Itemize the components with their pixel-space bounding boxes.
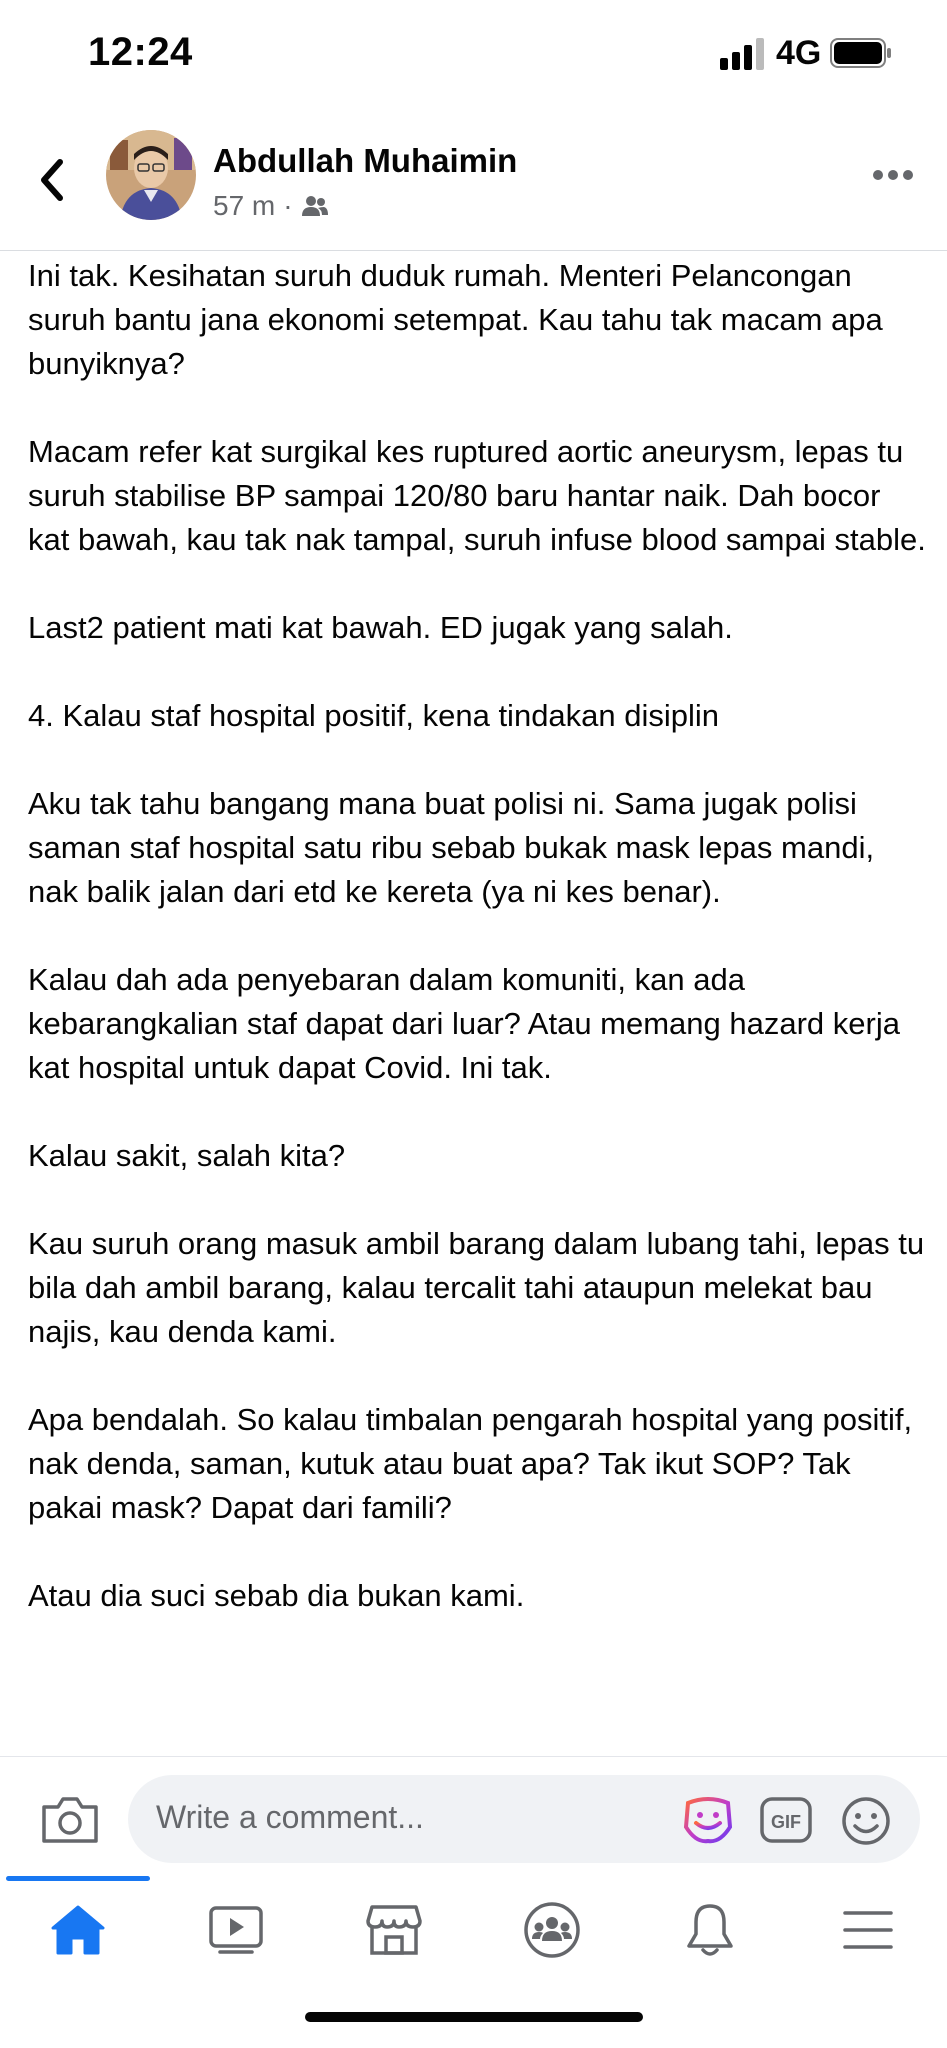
post-time[interactable]: 57 m — [213, 190, 276, 221]
status-bar — [0, 0, 947, 110]
comment-placeholder: Write a comment... — [156, 1799, 424, 1835]
watch-icon — [208, 1904, 264, 1956]
tab-notifications[interactable] — [670, 1898, 750, 1962]
post-paragraph: Ini tak. Kesihatan suruh duduk rumah. Menteri Pelancongan suruh bantu jana ekonomi setempat. Kau tahu tak macam apa bunyiknya? — [28, 258, 883, 381]
comment-bar — [0, 1756, 947, 1877]
marketplace-icon — [366, 1903, 422, 1957]
post-paragraph: Aku tak tahu bangang mana buat polisi ni. Sama jugak polisi saman staf hospital satu ribu sebab bukak mask lepas mandi, nak balik jalan dari etd ke kereta (ya ni kes benar). — [28, 786, 875, 909]
home-indicator[interactable] — [305, 2012, 643, 2022]
bottom-tab-bar — [0, 1876, 947, 1976]
emoji-icon[interactable] — [840, 1795, 892, 1847]
post-body — [28, 254, 928, 1662]
post-paragraph: Kau suruh orang masuk ambil barang dalam lubang tahi, lepas tu bila dah ambil barang, kalau tercalit tahi ataupun melekat bau najis, kau denda kami. — [28, 1226, 925, 1349]
post-paragraph: Kalau sakit, salah kita? — [28, 1138, 346, 1173]
battery-icon — [830, 38, 892, 68]
post-paragraph: Kalau dah ada penyebaran dalam komuniti, kan ada kebarangkalian staf dapat dari luar? Atau memang hazard kerja kat hospital untuk dapat Covid. Ini tak. — [28, 962, 900, 1085]
post-paragraph: 4. Kalau staf hospital positif, kena tindakan disiplin — [28, 698, 720, 733]
network-type: 4G — [776, 34, 822, 72]
active-tab-indicator — [6, 1876, 150, 1881]
status-time: 12:24 — [88, 30, 193, 74]
signal-icon — [720, 38, 772, 70]
author-name[interactable]: Abdullah Muhaimin — [213, 142, 518, 179]
post-paragraph: Apa bendalah. So kalau timbalan pengarah hospital yang positif, nak denda, saman, kutuk atau buat apa? Tak ikut SOP? Tak pakai mask? Dapat dari famili? — [28, 1402, 913, 1525]
gif-button[interactable] — [760, 1797, 812, 1843]
tab-menu[interactable] — [828, 1898, 908, 1962]
comment-input[interactable] — [128, 1775, 920, 1863]
svg-text:GIF: GIF — [771, 1812, 801, 1832]
home-icon — [49, 1904, 107, 1956]
post-meta — [213, 190, 329, 222]
tab-watch[interactable] — [196, 1898, 276, 1962]
notifications-icon — [684, 1902, 736, 1958]
post-paragraph: Atau dia suci sebab dia bukan kami. — [28, 1578, 525, 1613]
back-icon[interactable] — [34, 150, 70, 210]
more-options-icon[interactable] — [872, 168, 914, 182]
tab-marketplace[interactable] — [354, 1898, 434, 1962]
groups-icon — [523, 1901, 581, 1959]
meta-separator: · — [283, 190, 293, 221]
camera-icon[interactable] — [40, 1793, 100, 1845]
tab-home[interactable] — [38, 1898, 118, 1962]
menu-icon — [842, 1908, 894, 1952]
post-header — [0, 110, 947, 251]
tab-groups[interactable] — [512, 1898, 592, 1962]
post-paragraph: Last2 patient mati kat bawah. ED jugak yang salah. — [28, 610, 733, 645]
post-paragraph: Macam refer kat surgikal kes ruptured aortic aneurysm, lepas tu suruh stabilise BP sampai 120/80 baru hantar naik. Dah bocor kat bawah, kau tak nak tampal, suruh infuse blood sampai stable. — [28, 434, 926, 557]
author-avatar[interactable] — [106, 130, 196, 220]
avatar-sticker-icon[interactable] — [680, 1793, 736, 1845]
friends-audience-icon[interactable] — [301, 195, 329, 217]
